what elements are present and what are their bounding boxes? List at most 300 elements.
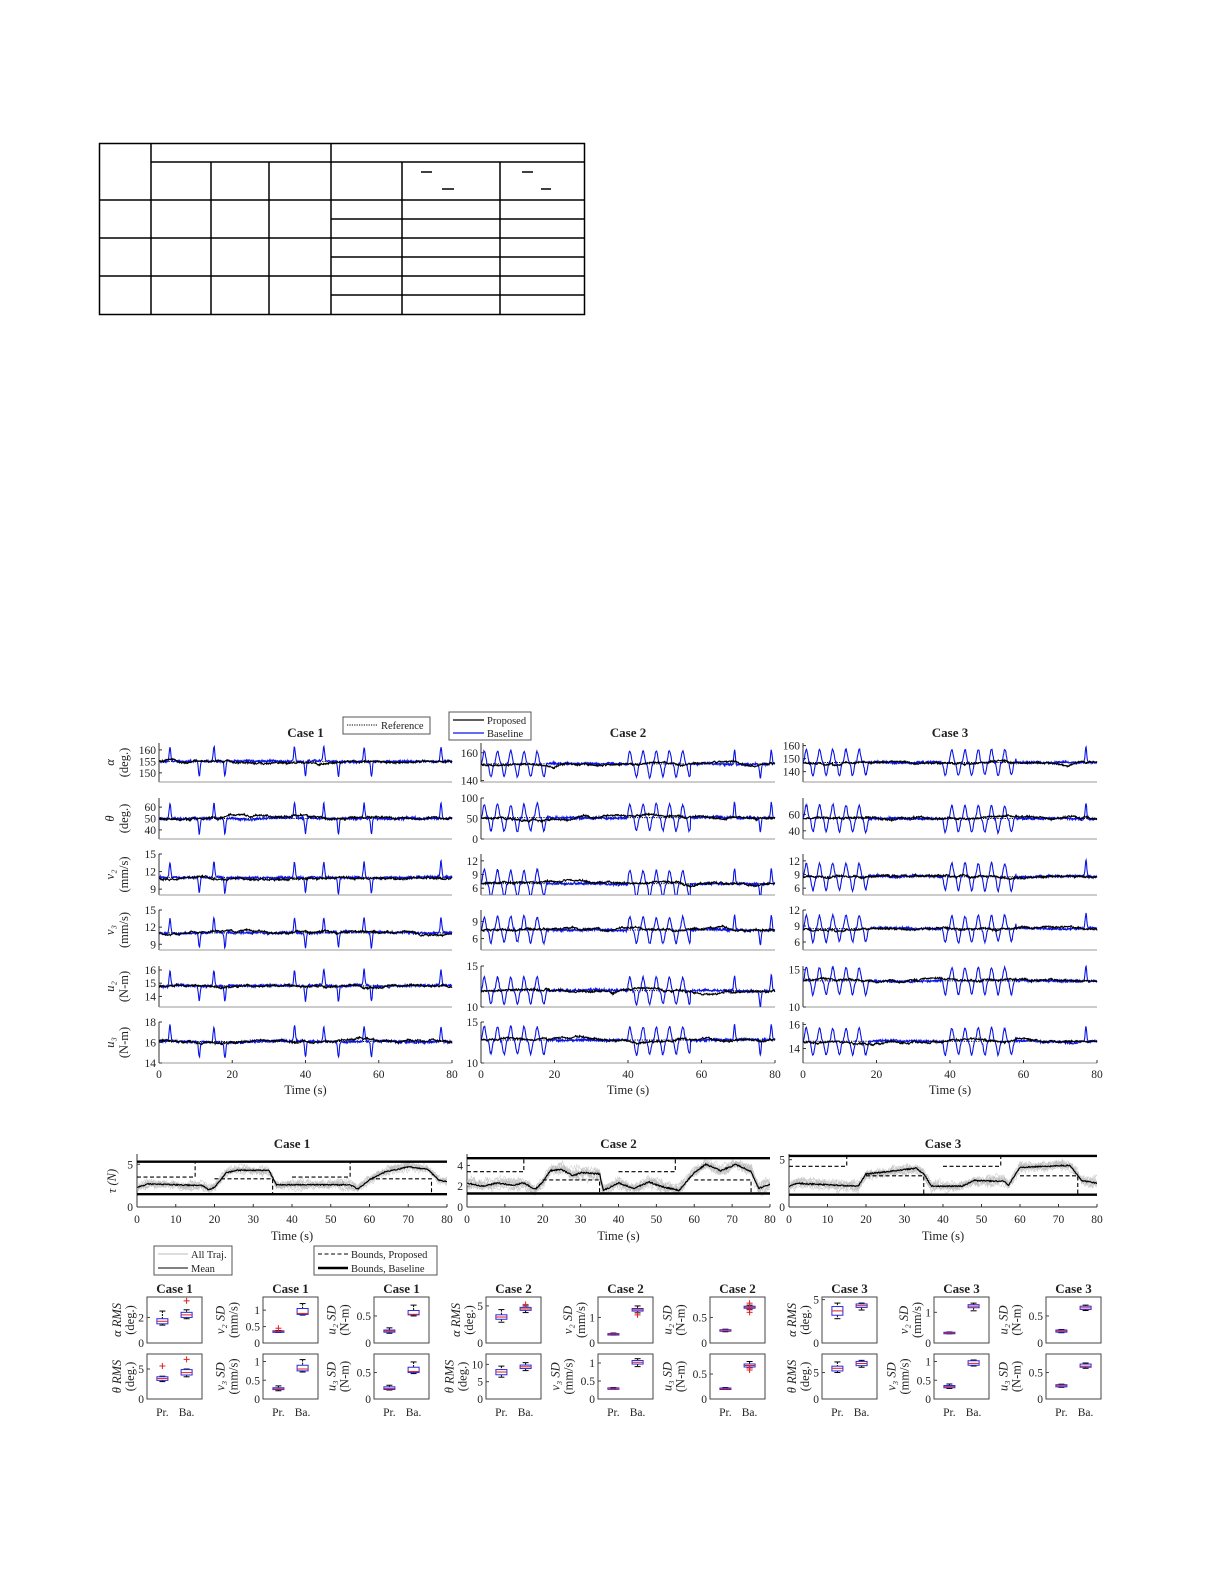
y-axis-unit: (deg.) bbox=[455, 1361, 470, 1392]
case-title: Case 2 bbox=[600, 1136, 637, 1151]
x-tick-label: Pr. bbox=[272, 1407, 285, 1419]
y-tick-label: 15 bbox=[466, 1017, 478, 1029]
y-axis-label bbox=[548, 1358, 575, 1394]
proposed-bound-line bbox=[694, 1180, 751, 1194]
y-tick-label: 0.5 bbox=[356, 1310, 371, 1323]
y-axis-unit: (deg.) bbox=[122, 1361, 137, 1392]
boxplot-axes bbox=[486, 1297, 541, 1343]
outlier-marker bbox=[184, 1356, 190, 1362]
y-axis-unit: (mm/s) bbox=[226, 1301, 241, 1339]
y-tick-label: 15 bbox=[144, 905, 156, 917]
boxplot-axes bbox=[374, 1354, 429, 1399]
all-trajectories-line bbox=[467, 1160, 770, 1196]
x-tick-label: 80 bbox=[1091, 1069, 1103, 1081]
legend-baseline-bound-label: Bounds, Baseline bbox=[351, 1264, 425, 1275]
x-tick-label: 60 bbox=[1017, 1069, 1030, 1081]
y-tick-label: 15 bbox=[144, 978, 156, 991]
x-tick-label: 30 bbox=[247, 1214, 259, 1226]
x-tick-label: 40 bbox=[622, 1069, 634, 1081]
y-tick-label: 6 bbox=[472, 933, 478, 946]
y-axis-variable: u₂ SD bbox=[660, 1305, 675, 1335]
y-axis-variable: v₂ bbox=[103, 869, 117, 880]
y-tick-label: 0 bbox=[925, 1338, 931, 1350]
y-tick-label: 0 bbox=[254, 1338, 260, 1350]
y-tick-label: 0.5 bbox=[245, 1375, 260, 1388]
case-title: Case 3 bbox=[1055, 1281, 1092, 1296]
x-tick-label: 70 bbox=[726, 1214, 738, 1226]
y-tick-label: 140 bbox=[460, 775, 478, 788]
y-tick-label: 150 bbox=[782, 753, 800, 766]
y-tick-label: 0 bbox=[472, 834, 478, 846]
proposed-bound-line bbox=[619, 1158, 676, 1172]
y-tick-label: 2 bbox=[457, 1181, 463, 1194]
y-axis-label bbox=[996, 1361, 1023, 1392]
x-tick-label: Ba. bbox=[178, 1407, 195, 1419]
boxplot-axes bbox=[147, 1297, 202, 1343]
x-tick-label: Ba. bbox=[1077, 1407, 1094, 1419]
y-axis-label bbox=[103, 971, 131, 1002]
legend-all-traj-label: All Traj. bbox=[191, 1250, 227, 1261]
y-axis-unit: (mm/s) bbox=[226, 1358, 241, 1395]
boxplot-axes bbox=[1046, 1297, 1101, 1343]
x-tick-label: 10 bbox=[170, 1214, 182, 1226]
y-axis-unit: (deg.) bbox=[461, 1305, 476, 1335]
x-tick-label: 80 bbox=[1091, 1214, 1103, 1226]
x-axis-label: Time (s) bbox=[606, 1083, 650, 1097]
y-tick-label: 5 bbox=[127, 1159, 133, 1172]
y-tick-label: 0 bbox=[457, 1202, 463, 1214]
outlier-marker bbox=[184, 1298, 190, 1304]
y-tick-label: 50 bbox=[466, 813, 478, 826]
y-tick-label: 0 bbox=[477, 1394, 483, 1406]
y-tick-label: 0 bbox=[1037, 1338, 1043, 1350]
case-title: Case 3 bbox=[943, 1281, 980, 1296]
y-axis-unit: (N-m) bbox=[673, 1360, 688, 1393]
y-axis-label bbox=[785, 1359, 812, 1393]
y-axis-label bbox=[213, 1302, 240, 1338]
proposed-bound-line bbox=[943, 1156, 1001, 1166]
x-tick-label: 10 bbox=[821, 1214, 834, 1226]
x-tick-label: Pr. bbox=[719, 1407, 732, 1419]
y-tick-label: 0 bbox=[365, 1338, 371, 1350]
all-trajectories-line bbox=[467, 1161, 770, 1192]
x-tick-label: 40 bbox=[612, 1214, 625, 1226]
proposed-trace bbox=[803, 760, 1097, 767]
case-title: Case 3 bbox=[924, 1136, 962, 1151]
boxplot-axes bbox=[147, 1354, 202, 1399]
y-axis-variable: u₃ SD bbox=[996, 1362, 1011, 1391]
y-tick-label: 140 bbox=[782, 766, 800, 779]
y-tick-label: 16 bbox=[144, 964, 156, 977]
y-axis-unit: (N-m) bbox=[117, 970, 131, 1003]
proposed-trace bbox=[159, 759, 452, 766]
x-tick-label: Ba. bbox=[741, 1407, 758, 1419]
y-axis-unit: (mm/s) bbox=[561, 1358, 576, 1395]
x-tick-label: Ba. bbox=[965, 1407, 982, 1419]
y-axis-unit: (N-m) bbox=[337, 1360, 352, 1393]
y-tick-label: 6 bbox=[472, 883, 478, 896]
y-tick-label: 6 bbox=[794, 883, 800, 896]
y-tick-label: 1 bbox=[589, 1358, 595, 1370]
y-tick-label: 14 bbox=[144, 1058, 156, 1070]
outlier-marker bbox=[159, 1363, 165, 1369]
y-axis-unit: (N-m) bbox=[117, 1026, 131, 1059]
y-tick-label: 0.5 bbox=[916, 1375, 931, 1388]
y-axis-unit: (mm/s) bbox=[909, 1301, 924, 1339]
x-tick-label: Pr. bbox=[383, 1407, 396, 1419]
case-title: Case 1 bbox=[272, 1281, 309, 1296]
x-tick-label: 80 bbox=[764, 1214, 776, 1226]
y-tick-label: 0 bbox=[589, 1338, 595, 1350]
y-axis-variable: θ RMS bbox=[109, 1359, 124, 1394]
y-axis-label bbox=[561, 1302, 588, 1338]
y-tick-label: 5 bbox=[477, 1376, 483, 1389]
x-tick-label: 0 bbox=[800, 1069, 806, 1081]
y-axis-variable: u₃ bbox=[103, 1037, 117, 1048]
y-axis-variable: u₂ SD bbox=[996, 1305, 1011, 1335]
y-axis-variable: v₂ SD bbox=[213, 1305, 228, 1335]
y-tick-label: 160 bbox=[460, 747, 478, 760]
boxplot-axes bbox=[710, 1297, 765, 1343]
boxplot-axes bbox=[710, 1354, 765, 1399]
legend-proposed-label: Proposed bbox=[487, 716, 527, 727]
boxplot-axes bbox=[263, 1354, 318, 1399]
x-tick-label: 0 bbox=[786, 1214, 792, 1226]
x-tick-label: 0 bbox=[134, 1214, 140, 1226]
y-tick-label: 0 bbox=[138, 1394, 144, 1406]
y-tick-label: 150 bbox=[138, 767, 156, 780]
y-tick-label: 9 bbox=[794, 869, 800, 882]
x-tick-label: Pr. bbox=[831, 1407, 844, 1419]
x-tick-label: 40 bbox=[286, 1214, 298, 1226]
y-axis-label bbox=[103, 804, 131, 834]
y-axis-variable: θ RMS bbox=[784, 1359, 799, 1394]
y-tick-label: 15 bbox=[788, 964, 800, 977]
y-tick-label: 10 bbox=[466, 1002, 478, 1014]
y-tick-label: 0.5 bbox=[1028, 1310, 1043, 1323]
x-tick-label: 20 bbox=[537, 1214, 549, 1226]
legend-reference-label: Reference bbox=[381, 721, 424, 732]
proposed-trace bbox=[803, 978, 1097, 984]
y-axis-label bbox=[884, 1358, 911, 1394]
results-table-grid bbox=[99, 143, 585, 315]
proposed-bound-line bbox=[1020, 1176, 1078, 1195]
proposed-trace bbox=[159, 876, 452, 881]
y-tick-label: 40 bbox=[144, 824, 156, 837]
x-tick-label: 30 bbox=[898, 1214, 911, 1226]
x-axis-label: Time (s) bbox=[921, 1229, 965, 1243]
x-tick-label: 60 bbox=[363, 1214, 376, 1226]
x-tick-label: Pr. bbox=[943, 1407, 956, 1419]
boxplot-axes bbox=[822, 1354, 877, 1399]
x-tick-label: Ba. bbox=[294, 1407, 311, 1419]
y-axis-label bbox=[103, 1027, 131, 1058]
y-axis-label bbox=[324, 1304, 351, 1335]
y-tick-label: 0.5 bbox=[356, 1367, 371, 1380]
y-tick-label: 0.5 bbox=[1028, 1367, 1043, 1380]
y-axis-variable: v₃ bbox=[103, 925, 117, 935]
y-axis-variable: α RMS bbox=[448, 1303, 463, 1337]
y-tick-label: 0 bbox=[138, 1338, 144, 1350]
x-tick-label: Ba. bbox=[517, 1407, 534, 1419]
panel-traces bbox=[481, 915, 775, 945]
box-baseline bbox=[297, 1365, 308, 1371]
proposed-bound-line bbox=[137, 1162, 195, 1177]
y-axis-variable: u₃ SD bbox=[324, 1362, 339, 1391]
y-axis-unit: (N-m) bbox=[337, 1304, 352, 1336]
y-tick-label: 12 bbox=[144, 922, 156, 935]
y-tick-label: 10 bbox=[466, 1058, 478, 1070]
outlier-marker bbox=[523, 1301, 529, 1307]
x-tick-label: 20 bbox=[870, 1069, 883, 1081]
panel-traces bbox=[159, 1024, 452, 1057]
y-axis-unit: (mm/s) bbox=[117, 911, 131, 949]
y-tick-label: 5 bbox=[779, 1154, 785, 1167]
y-axis-variable: α bbox=[103, 759, 117, 766]
y-axis-unit: (deg.) bbox=[117, 803, 131, 834]
y-tick-label: 1 bbox=[925, 1356, 931, 1369]
legend-proposed-bound-label: Bounds, Proposed bbox=[351, 1250, 428, 1261]
x-tick-label: 20 bbox=[860, 1214, 872, 1226]
x-tick-label: 0 bbox=[464, 1214, 470, 1226]
panel-traces bbox=[803, 804, 1097, 833]
y-tick-label: 1 bbox=[589, 1312, 595, 1325]
y-axis-label bbox=[103, 856, 131, 892]
x-tick-label: 40 bbox=[944, 1069, 956, 1081]
x-tick-label: 80 bbox=[446, 1069, 458, 1081]
table-border bbox=[100, 144, 585, 315]
y-axis-label bbox=[324, 1361, 351, 1392]
y-tick-label: 60 bbox=[144, 802, 156, 815]
panel-traces bbox=[159, 747, 452, 777]
y-tick-label: 0.5 bbox=[692, 1312, 707, 1325]
panel-traces bbox=[481, 1024, 775, 1055]
y-axis-label bbox=[660, 1304, 687, 1335]
y-tick-label: 50 bbox=[144, 813, 156, 826]
x-tick-label: 50 bbox=[650, 1214, 663, 1226]
x-tick-label: 40 bbox=[299, 1069, 312, 1081]
boxplot-axes bbox=[934, 1297, 989, 1343]
proposed-bound-line bbox=[789, 1156, 847, 1166]
y-axis-unit: (mm/s) bbox=[897, 1358, 912, 1395]
y-tick-label: 14 bbox=[144, 991, 156, 1004]
panel-traces bbox=[481, 802, 775, 832]
y-tick-label: 0 bbox=[701, 1338, 707, 1350]
x-tick-label: Pr. bbox=[156, 1407, 169, 1419]
y-axis-label bbox=[103, 748, 131, 778]
proposed-bound-line bbox=[866, 1176, 924, 1195]
case-title: Case 1 bbox=[156, 1281, 193, 1296]
x-tick-label: 50 bbox=[325, 1214, 337, 1226]
legend-mean-label: Mean bbox=[191, 1264, 215, 1275]
x-tick-label: 60 bbox=[373, 1069, 385, 1081]
y-tick-label: 1 bbox=[254, 1305, 260, 1318]
y-tick-label: 0 bbox=[589, 1394, 595, 1406]
y-tick-label: 0.5 bbox=[580, 1376, 595, 1388]
boxplot-axes bbox=[1046, 1354, 1101, 1399]
y-tick-label: 12 bbox=[466, 855, 478, 868]
y-tick-label: 100 bbox=[460, 793, 478, 805]
y-tick-label: 0.5 bbox=[245, 1321, 260, 1334]
proposed-bound-line bbox=[467, 1158, 524, 1172]
y-axis-label bbox=[110, 1302, 137, 1337]
y-axis-unit: (deg.) bbox=[117, 747, 131, 778]
y-tick-label: 2 bbox=[138, 1312, 144, 1325]
y-axis-label bbox=[785, 1302, 812, 1337]
x-tick-label: Pr. bbox=[495, 1407, 508, 1419]
y-axis-label bbox=[897, 1302, 924, 1338]
tau-traces bbox=[467, 1159, 770, 1196]
proposed-bound-line bbox=[370, 1179, 432, 1194]
y-tick-label: 0 bbox=[254, 1394, 260, 1406]
case-title: Case 2 bbox=[719, 1281, 756, 1296]
x-tick-label: 30 bbox=[574, 1214, 587, 1226]
y-axis-label bbox=[449, 1302, 476, 1337]
y-axis-variable: v₃ SD bbox=[884, 1362, 899, 1391]
y-tick-label: 12 bbox=[788, 905, 800, 917]
x-tick-label: Pr. bbox=[607, 1407, 620, 1419]
y-tick-label: 9 bbox=[472, 869, 478, 882]
boxplot-axes bbox=[598, 1354, 653, 1399]
y-tick-label: 15 bbox=[466, 961, 478, 973]
y-tick-label: 9 bbox=[794, 921, 800, 933]
x-tick-label: Ba. bbox=[405, 1407, 422, 1419]
x-tick-label: Ba. bbox=[853, 1407, 870, 1419]
panel-traces bbox=[159, 918, 452, 949]
y-tick-label: 155 bbox=[138, 756, 156, 769]
y-tick-label: 9 bbox=[150, 884, 156, 897]
boxplot-axes bbox=[486, 1354, 541, 1399]
x-axis-label: Time (s) bbox=[270, 1229, 314, 1243]
y-axis-unit: (mm/s) bbox=[117, 856, 131, 893]
panel-traces bbox=[803, 747, 1097, 776]
boxplot-axes bbox=[374, 1297, 429, 1343]
panel-traces bbox=[803, 1027, 1097, 1056]
panel-traces bbox=[481, 750, 775, 779]
y-tick-label: 18 bbox=[144, 1017, 156, 1029]
panel-traces bbox=[803, 966, 1097, 995]
y-tick-label: 0 bbox=[365, 1394, 371, 1406]
y-tick-label: 9 bbox=[472, 916, 478, 929]
x-tick-label: 20 bbox=[208, 1214, 221, 1226]
x-tick-label: Ba. bbox=[629, 1407, 646, 1419]
y-axis-variable: v₂ SD bbox=[896, 1305, 911, 1335]
y-tick-label: 60 bbox=[788, 809, 800, 822]
y-tick-label: 6 bbox=[794, 937, 800, 949]
x-axis-label: Time (s) bbox=[284, 1083, 327, 1097]
y-axis-label bbox=[105, 1169, 119, 1193]
case-title: Case 1 bbox=[273, 1136, 311, 1151]
x-axis-label: Time (s) bbox=[928, 1083, 972, 1097]
y-tick-label: 40 bbox=[788, 825, 800, 838]
y-axis-variable: τ (N) bbox=[105, 1168, 119, 1194]
boxplot-axes bbox=[598, 1297, 653, 1343]
y-axis-label bbox=[213, 1358, 240, 1394]
case-title: Case 1 bbox=[287, 725, 324, 740]
panel-traces bbox=[159, 969, 452, 1002]
y-axis-label bbox=[996, 1304, 1023, 1335]
y-axis-variable: u₂ SD bbox=[324, 1305, 339, 1335]
x-axis-label: Time (s) bbox=[597, 1229, 640, 1243]
y-axis-unit: (mm/s) bbox=[573, 1301, 588, 1339]
y-axis-unit: (deg.) bbox=[797, 1361, 812, 1392]
y-tick-label: 10 bbox=[788, 1002, 800, 1014]
proposed-bound-line bbox=[215, 1179, 273, 1194]
x-tick-label: 60 bbox=[688, 1214, 700, 1226]
y-tick-label: 0 bbox=[813, 1338, 819, 1350]
y-axis-variable: u₂ bbox=[103, 981, 117, 992]
y-axis-variable: v₃ SD bbox=[213, 1362, 228, 1391]
y-tick-label: 0 bbox=[925, 1394, 931, 1406]
x-tick-label: 20 bbox=[226, 1069, 238, 1081]
y-axis-label bbox=[110, 1359, 137, 1393]
x-tick-label: 80 bbox=[769, 1069, 781, 1081]
panel-traces bbox=[159, 802, 452, 834]
y-axis-variable: θ RMS bbox=[442, 1359, 457, 1394]
y-tick-label: 160 bbox=[138, 744, 156, 757]
x-tick-label: 60 bbox=[695, 1069, 708, 1081]
y-axis-variable: v₂ SD bbox=[560, 1305, 575, 1335]
y-tick-label: 0 bbox=[1037, 1394, 1043, 1406]
y-tick-label: 16 bbox=[144, 1037, 156, 1050]
panel-traces bbox=[803, 913, 1097, 943]
y-tick-label: 16 bbox=[788, 1019, 800, 1032]
y-axis-label bbox=[660, 1361, 687, 1392]
y-axis-label bbox=[443, 1359, 470, 1393]
y-axis-label bbox=[103, 912, 131, 948]
x-tick-label: 0 bbox=[478, 1069, 484, 1081]
y-axis-unit: (N-m) bbox=[1009, 1360, 1024, 1393]
y-tick-label: 15 bbox=[144, 849, 156, 861]
y-tick-label: 12 bbox=[144, 866, 156, 879]
y-tick-label: 9 bbox=[150, 939, 156, 952]
y-tick-label: 0.5 bbox=[692, 1369, 707, 1381]
case-title: Case 3 bbox=[831, 1281, 868, 1296]
proposed-bound-line bbox=[292, 1162, 350, 1177]
y-axis-unit: (N-m) bbox=[673, 1304, 688, 1336]
case-title: Case 2 bbox=[607, 1281, 644, 1296]
y-tick-label: 0 bbox=[701, 1394, 707, 1406]
y-tick-label: 0 bbox=[779, 1202, 785, 1214]
x-tick-label: 80 bbox=[441, 1214, 453, 1226]
y-axis-variable: α RMS bbox=[109, 1303, 124, 1337]
y-tick-label: 4 bbox=[457, 1160, 463, 1173]
panel-traces bbox=[481, 975, 775, 1008]
y-tick-label: 1 bbox=[254, 1356, 260, 1369]
x-tick-label: 70 bbox=[1052, 1214, 1065, 1226]
case-title: Case 3 bbox=[931, 725, 969, 740]
case-title: Case 2 bbox=[495, 1281, 532, 1296]
y-axis-variable: u₃ SD bbox=[660, 1362, 675, 1391]
y-tick-label: 5 bbox=[813, 1367, 819, 1380]
legend-baseline-label: Baseline bbox=[487, 729, 524, 740]
y-tick-label: 1 bbox=[925, 1307, 931, 1320]
y-axis-variable: θ bbox=[103, 815, 117, 822]
panel-traces bbox=[159, 861, 452, 894]
x-tick-label: 20 bbox=[548, 1069, 561, 1081]
panel-traces bbox=[803, 860, 1097, 891]
case-title: Case 1 bbox=[383, 1281, 420, 1296]
y-axis-variable: α RMS bbox=[784, 1303, 799, 1337]
boxplot-axes bbox=[934, 1354, 989, 1399]
y-tick-label: 5 bbox=[813, 1294, 819, 1307]
y-tick-label: 0 bbox=[813, 1394, 819, 1406]
x-tick-label: 0 bbox=[156, 1069, 162, 1081]
y-tick-label: 12 bbox=[788, 855, 800, 868]
box-baseline bbox=[1080, 1364, 1091, 1367]
x-tick-label: 70 bbox=[402, 1214, 414, 1226]
y-tick-label: 5 bbox=[477, 1300, 483, 1313]
